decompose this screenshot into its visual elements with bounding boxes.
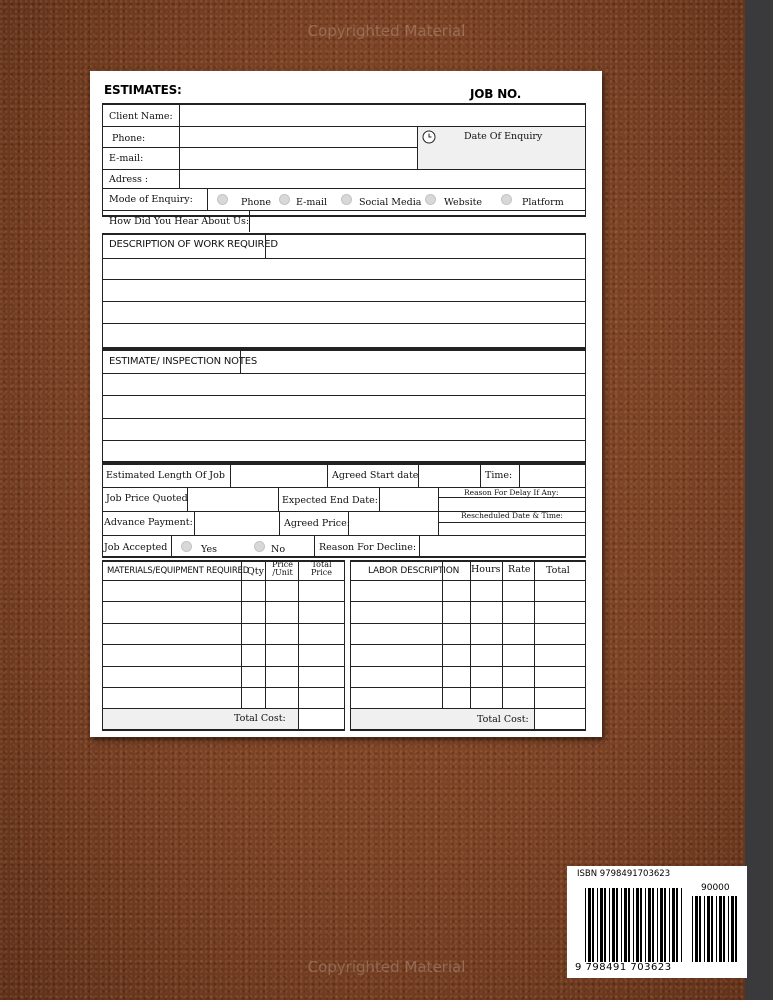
- radio-social-media[interactable]: [341, 194, 352, 205]
- labor-header: LABOR DESCRIPTION: [368, 566, 460, 576]
- barcode-bar: [588, 888, 591, 962]
- radio-no[interactable]: [254, 541, 265, 552]
- reason-delay-label: Reason For Delay If Any:: [464, 488, 559, 497]
- barcode-bar: [728, 896, 729, 962]
- book-spine: [745, 0, 773, 1000]
- mode-option-website[interactable]: Website: [425, 194, 482, 208]
- price-unit-header: Price /Unit: [272, 560, 293, 577]
- barcode-bar: [645, 888, 646, 962]
- total-price-header: Total Price: [311, 560, 332, 577]
- barcode-bar: [592, 888, 594, 962]
- job-price-field[interactable]: [188, 488, 277, 510]
- mode-option-platform[interactable]: Platform: [501, 194, 564, 208]
- mode-option-email[interactable]: E-mail: [279, 194, 327, 208]
- radio-yes[interactable]: [181, 541, 192, 552]
- barcode-bar: [723, 896, 725, 962]
- labor-table: [350, 560, 586, 731]
- accepted-yes-option[interactable]: Yes: [181, 541, 217, 555]
- barcode-bar: [657, 888, 658, 962]
- agreed-start-label: Agreed Start date: [332, 470, 419, 481]
- barcode-bar: [609, 888, 610, 962]
- rescheduled-field[interactable]: [439, 523, 585, 534]
- mode-option-phone[interactable]: Phone: [217, 194, 271, 208]
- barcode-bar: [624, 888, 627, 962]
- address-label: Adress :: [109, 174, 149, 185]
- rate-header: Rate: [508, 564, 531, 575]
- phone-field[interactable]: [180, 127, 416, 147]
- reason-delay-field[interactable]: [439, 498, 585, 510]
- materials-total-cost-field[interactable]: [299, 709, 344, 729]
- email-field[interactable]: [180, 148, 416, 169]
- barcode-bar: [604, 888, 606, 962]
- email-label: E-mail:: [109, 153, 144, 164]
- expected-end-field[interactable]: [380, 488, 437, 510]
- barcode-bar: [612, 888, 615, 962]
- barcode-bar: [648, 888, 651, 962]
- radio-website[interactable]: [425, 194, 436, 205]
- estimate-form-sheet: [90, 71, 602, 737]
- rescheduled-label: Rescheduled Date & Time:: [461, 511, 563, 520]
- barcode-bar: [672, 888, 675, 962]
- barcode-bar: [695, 896, 698, 962]
- materials-header: MATERIALS/EQUIPMENT REQUIRED: [107, 566, 250, 576]
- materials-table: [102, 560, 345, 731]
- client-name-field[interactable]: [180, 104, 585, 125]
- barcode-bar: [676, 888, 678, 962]
- job-no-label: JOB NO.: [470, 87, 522, 101]
- barcode-bar: [704, 896, 705, 962]
- barcode-bar: [652, 888, 654, 962]
- watermark-top: Copyrighted Material: [307, 22, 466, 40]
- advance-payment-field[interactable]: [195, 512, 278, 534]
- materials-total-cost-label: Total Cost:: [234, 713, 286, 724]
- est-length-field[interactable]: [231, 464, 326, 486]
- total-header: Total: [546, 565, 570, 576]
- barcode-bar: [664, 888, 666, 962]
- phone-label: Phone:: [112, 133, 146, 144]
- barcode-bar: [692, 896, 693, 962]
- notes-title: ESTIMATE/ INSPECTION NOTES: [109, 356, 258, 367]
- barcode-bar: [616, 888, 618, 962]
- agreed-price-field[interactable]: [349, 512, 437, 534]
- job-accepted-label: Job Accepted: [104, 542, 168, 553]
- time-label: Time:: [485, 470, 513, 481]
- labor-total-cost-field[interactable]: [535, 709, 585, 729]
- barcode-bar: [699, 896, 701, 962]
- est-length-label: Estimated Length Of Job: [106, 470, 225, 481]
- barcode-bar: [707, 896, 710, 962]
- barcode-bar: [600, 888, 603, 962]
- clock-icon: [422, 129, 436, 143]
- watermark-bottom: Copyrighted Material: [307, 958, 466, 976]
- qty-header: Qty: [247, 566, 264, 577]
- agreed-start-field[interactable]: [419, 464, 479, 486]
- address-field[interactable]: [180, 170, 585, 188]
- price-code: 90000: [701, 883, 730, 893]
- job-price-label: Job Price Quoted: [106, 493, 188, 504]
- mode-option-social-media[interactable]: Social Media: [341, 194, 421, 208]
- isbn-text: ISBN 9798491703623: [577, 869, 671, 879]
- how-heard-label: How Did You Hear About Us:: [109, 216, 250, 227]
- agreed-price-label: Agreed Price:: [284, 518, 350, 529]
- barcode-bar: [681, 888, 682, 962]
- description-lines[interactable]: [103, 259, 585, 347]
- barcode-bar: [711, 896, 713, 962]
- barcode-bar: [621, 888, 622, 962]
- barcode-bar: [669, 888, 670, 962]
- barcode-bar: [585, 888, 586, 962]
- how-heard-field[interactable]: [250, 211, 585, 232]
- form-title: ESTIMATES:: [104, 83, 182, 97]
- accepted-no-option[interactable]: No: [254, 541, 285, 555]
- barcode-bar: [633, 888, 634, 962]
- advance-payment-label: Advance Payment:: [104, 517, 193, 528]
- barcode-bar: [640, 888, 642, 962]
- barcode-label: [567, 866, 747, 978]
- radio-email[interactable]: [279, 194, 290, 205]
- expected-end-label: Expected End Date:: [282, 495, 378, 506]
- barcode-bar: [660, 888, 663, 962]
- barcode-bar: [597, 888, 598, 962]
- mode-of-enquiry-label: Mode of Enquiry:: [109, 194, 193, 205]
- barcode-bar: [735, 896, 737, 962]
- barcode-bar: [636, 888, 639, 962]
- barcode-bar: [719, 896, 722, 962]
- description-title: DESCRIPTION OF WORK REQUIRED: [109, 239, 278, 250]
- labor-total-cost-label: Total Cost:: [477, 714, 529, 725]
- radio-phone[interactable]: [217, 194, 228, 205]
- radio-platform[interactable]: [501, 194, 512, 205]
- time-field[interactable]: [520, 464, 585, 486]
- reason-decline-label: Reason For Decline:: [319, 542, 417, 553]
- barcode-number: 9 798491 703623: [575, 962, 672, 973]
- barcode-bar: [731, 896, 734, 962]
- hours-header: Hours: [471, 564, 501, 575]
- barcode-bar: [628, 888, 630, 962]
- reason-decline-field[interactable]: [420, 536, 585, 556]
- client-name-label: Client Name:: [109, 111, 173, 122]
- barcode-bar: [716, 896, 717, 962]
- date-of-enquiry-label: Date Of Enquiry: [464, 131, 543, 142]
- notes-lines[interactable]: [103, 374, 585, 461]
